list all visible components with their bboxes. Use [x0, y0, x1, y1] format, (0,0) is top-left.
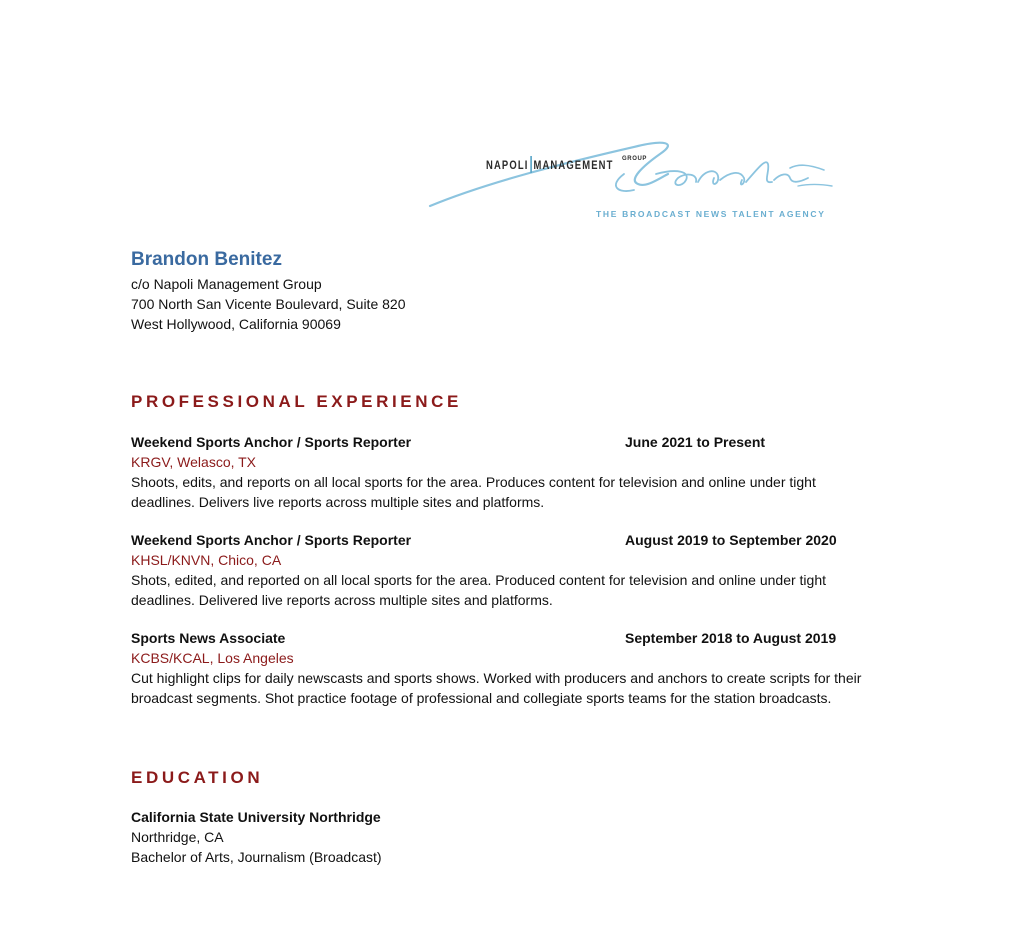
logo-brand-left: NAPOLI — [486, 160, 529, 172]
logo-separator — [530, 156, 532, 173]
job-description-line-2: deadlines. Delivered live reports across multiple sites and platforms. — [131, 592, 553, 608]
job-dates: August 2019 to September 2020 — [625, 532, 837, 548]
education-school: California State University Northridge — [131, 809, 381, 825]
job-title: Sports News Associate — [131, 630, 286, 646]
job-description-line-1: Shoots, edits, and reports on all local sports for the area. Produces content for television and online under tight — [131, 474, 816, 490]
logo-brand-right: MANAGEMENT — [533, 160, 614, 172]
address-line-1: c/o Napoli Management Group — [131, 276, 322, 292]
job-description-line-2: deadlines. Delivers live reports across multiple sites and platforms. — [131, 494, 545, 510]
address-line-3: West Hollywood, California 90069 — [131, 316, 341, 332]
job-description-line-1: Cut highlight clips for daily newscasts and sports shows. Worked with producers and anchors to create scripts for their — [131, 670, 862, 686]
logo-group-label: GROUP — [622, 156, 648, 162]
job-title: Weekend Sports Anchor / Sports Reporter — [131, 434, 412, 450]
education-location: Northridge, CA — [131, 829, 224, 845]
address-line-2: 700 North San Vicente Boulevard, Suite 820 — [131, 296, 406, 312]
napoli-logo — [428, 134, 838, 224]
job-description-line-1: Shots, edited, and reported on all local sports for the area. Produced content for television and online under tight — [131, 572, 826, 588]
job-title: Weekend Sports Anchor / Sports Reporter — [131, 532, 412, 548]
job-dates: June 2021 to Present — [625, 434, 766, 450]
experience-heading: PROFESSIONAL EXPERIENCE — [131, 392, 462, 411]
job-organization: KCBS/KCAL, Los Angeles — [131, 650, 294, 666]
education-degree: Bachelor of Arts, Journalism (Broadcast) — [131, 849, 382, 865]
job-organization: KHSL/KNVN, Chico, CA — [131, 552, 282, 568]
logo-wordmark — [486, 156, 614, 173]
job-organization: KRGV, Welasco, TX — [131, 454, 257, 470]
logo-tagline: THE BROADCAST NEWS TALENT AGENCY — [596, 209, 826, 219]
job-description-line-2: broadcast segments. Shot practice footage of professional and collegiate sports teams for the station broadcasts. — [131, 690, 832, 706]
job-dates: September 2018 to August 2019 — [625, 630, 837, 646]
education-heading: EDUCATION — [131, 768, 264, 787]
candidate-name: Brandon Benitez — [131, 249, 282, 270]
